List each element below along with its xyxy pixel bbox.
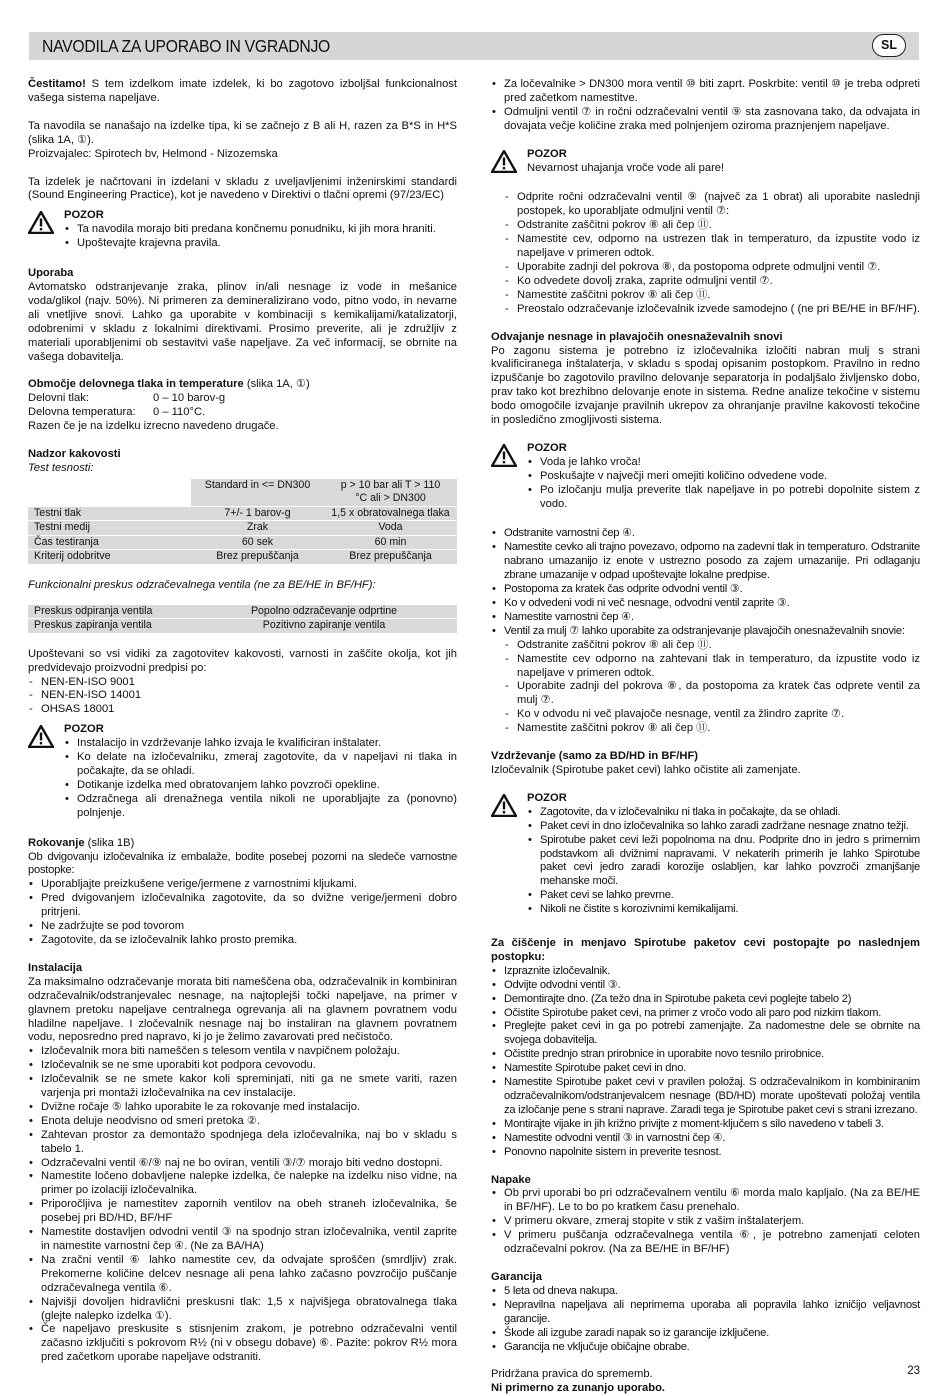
substep-item: - Namestite zaščitni pokrov ⑧ ali čep ⑪. bbox=[504, 722, 920, 736]
maintenance-text: Izločevalnik (Spirotube paket cevi) lahko očistite ali zamenjate. bbox=[491, 763, 801, 776]
warning-title: POZOR bbox=[527, 147, 567, 160]
range-title-ref: (slika 1A, ①) bbox=[243, 378, 310, 391]
table-cell: Testni medij bbox=[28, 521, 191, 536]
table-cell: Pozitivno zapiranje ventila bbox=[191, 619, 457, 634]
table-row bbox=[28, 506, 457, 521]
warning-item: • Po izločanju mulja preverite tlak napeljave in po potrebi dopolnite sistem z vodo. bbox=[527, 484, 920, 512]
cleaning-item: • Montirajte vijake in jih križno privijte z moment-ključem s silo navedeno v tabeli 3. bbox=[491, 1118, 920, 1132]
intro-bold: Čestitamo! bbox=[28, 78, 86, 90]
cleaning-item: • Odvijte odvodni ventil ③. bbox=[491, 979, 920, 993]
handling-list bbox=[28, 878, 457, 948]
dirt-text: Po zagonu sistema je potrebno iz izločevalnika izločiti nabran mulj s strani kvalificiranega inštalaterja, v skladu s spodaj opisanim postopkom. Pravilno in redno izpuščanje bo zagotovilo pravilno delovanje separatorja in podaljšalo življensko dobo, prav tako kot brezhibno delovanje enote in sistema. Redne analize tekočine v sistemu bodo omogočile izvajanje pravilnih ukrepov za ohranjanje pravilne kakovosti tekočine in posledično zmogljivosti sistema. bbox=[491, 344, 920, 427]
step-item: - Odprite ročni odzračevalni ventil ⑨ (največ za 1 obrat) ali uporabite naslednji postopek, ko uporabljate odmuljni ventil ⑦: bbox=[504, 191, 920, 219]
intro-paragraph bbox=[28, 78, 457, 106]
warning-item: • Ko delate na izločevalniku, zmeraj zagotovite, da v napeljavi ni tlaka in počakajte, da se ohladi. bbox=[64, 751, 457, 779]
handling-text: Ob dvigovanju izločevalnika iz embalaže, bodite posebej pozorni na sledeče varnostne postopke: bbox=[28, 850, 457, 877]
table-cell: Kriterij odobritve bbox=[28, 550, 191, 565]
table-header: Standard in <= DN300 bbox=[191, 479, 324, 507]
cleaning-item: • Izpraznite izločevalnik. bbox=[491, 965, 920, 979]
warning-item: • Instalacijo in vzdrževanje lahko izvaja le kvalificiran inštalater. bbox=[64, 737, 457, 751]
installation-item: • Najvišji dovoljen hidravlični preskusni tlak: 1,5 x najvišjega obratovalnega tlaka (glejte nalepko izdelka ①). bbox=[28, 1296, 457, 1324]
standards-text: Upoštevani so vsi vidiki za zagotovitev kakovosti, varnosti in zaščite okolja, kot jih predvidevajo proizvodni predpisi po: bbox=[28, 647, 457, 674]
cleaning-item: • Namestite Spirotube paket cevi in dno. bbox=[491, 1062, 920, 1076]
table-row bbox=[28, 535, 457, 550]
substep-item: - Uporabite zadnji del pokrova ⑧, da postopoma za kratek čas odprete ventil za mulj ⑦. bbox=[504, 680, 920, 708]
table-cell: 7+/- 1 barov-g bbox=[191, 506, 324, 521]
footer-note: Pridržana pravica do sprememb. bbox=[491, 1368, 653, 1381]
table-cell: Preskus odpiranja ventila bbox=[28, 605, 191, 619]
section-title-handling bbox=[28, 837, 457, 851]
warning-title: POZOR bbox=[64, 723, 104, 736]
standards-list bbox=[28, 676, 457, 718]
installation-item: • Enota deluje neodvisno od smeri pretoka ②. bbox=[28, 1115, 457, 1129]
section-title-maintenance: Vzdrževanje (samo za BD/HD in BF/HF) bbox=[491, 750, 699, 763]
section-title-use: Uporaba bbox=[28, 267, 74, 280]
valve-notes-list bbox=[491, 78, 920, 134]
step-item: • Ko v odvedeni vodi ni več nesnage, odvodni ventil zaprite ③. bbox=[491, 597, 920, 611]
table-cell: 60 sek bbox=[191, 535, 324, 550]
list-item: • Za ločevalnike > DN300 mora ventil ⑩ biti zaprt. Poskrbite: ventil ⑩ je treba odpreti pred začetkom namestitve. bbox=[491, 78, 920, 106]
step-item: • Namestite cevko ali trajno povezavo, odporno na zadevni tlak in temperaturo. Odstranite nabrano umazanijo iz enote v ustrezno posodo za zajem umazanije. Pri odlaganju zbrane umazanije v odpad upoštevajte lokalne predpise. bbox=[491, 541, 920, 583]
standard-item: - OHSAS 18001 bbox=[28, 703, 457, 717]
warning-block bbox=[491, 148, 920, 176]
table-cell: Brez prepuščanja bbox=[191, 550, 324, 565]
fault-item: • V primeru okvare, zmeraj stopite v stik z vašim inštalaterjem. bbox=[491, 1215, 920, 1229]
step-item: • Ventil za mulj ⑦ lahko uporabite za odstranjevanje plavajočih onesnaževalnih snovie: bbox=[491, 625, 920, 639]
warning-item: • Poskušajte v največji meri omejiti količino odvedene vode. bbox=[527, 470, 920, 484]
standard-item: - NEN-EN-ISO 9001 bbox=[28, 676, 457, 690]
installation-item: • Zahtevan prostor za demontažo spodnjega dela izločevalnika, naj bo v skladu s tabelo 1. bbox=[28, 1129, 457, 1157]
installation-item: • Namestite dostavljen odvodni ventil ③ na spodnjo stran izločevalnika, ventil zaprite in namestite varnostni čep ④. (Ne za BA/HA) bbox=[28, 1226, 457, 1254]
warning-item: • Zagotovite, da v izločevalniku ni tlaka in počakajte, da se ohladi. bbox=[527, 806, 920, 820]
range-row bbox=[28, 406, 457, 420]
installation-item: • Izločevalnik se ne smete kakor koli spreminjati, niti ga ne smete variti, razen varjenja pri montaži izločevalnika na cev instalacije. bbox=[28, 1073, 457, 1101]
warning-item: • Dotikanje izdelka med obratovanjem lahko povzroči opekline. bbox=[64, 779, 457, 793]
section-title-warranty: Garancija bbox=[491, 1270, 542, 1283]
range-row bbox=[28, 392, 457, 406]
warranty-item: • Nepravilna napeljava ali neprimerna uporaba ali popravila lahko izničijo veljavnost garancije. bbox=[491, 1299, 920, 1327]
installation-item: • Izločevalnik se ne sme uporabiti kot podpora cevovodu. bbox=[28, 1059, 457, 1073]
right-column bbox=[491, 78, 920, 1396]
page-title: NAVODILA ZA UPORABO IN VGRADNJO bbox=[42, 36, 331, 56]
table-cell: Testni tlak bbox=[28, 506, 191, 521]
table-cell: Popolno odzračevanje odprtine bbox=[191, 605, 457, 619]
step-item: - Odstranite zaščitni pokrov ⑧ ali čep ⑪. bbox=[504, 219, 920, 233]
installation-item: • Izločevalnik mora biti nameščen s telesom ventila v navpičnem položaju. bbox=[28, 1045, 457, 1059]
table-cell: 60 min bbox=[324, 535, 457, 550]
warning-icon bbox=[491, 150, 517, 173]
warning-item: • Spirotube paket cevi leži popolnoma na dnu. Podprite dno in jedro s primernim podstavkom ali dvižnimi napravami. V nekaterih primerih je lahko Spirotube paket cevi jedro zaradi korozije oslabljen, kar lahko povzroči zmanjšanje mehanske moči. bbox=[527, 834, 920, 890]
section-title-dirt: Odvajanje nesnage in plavajočih onesnaževalnih snovi bbox=[491, 330, 783, 343]
range-title: Območje delovnega tlaka in temperature bbox=[28, 378, 244, 391]
installation-item: • Na zračni ventil ⑥ lahko namestite cev, da odvajate sproščen (smrdljiv) zrak. Prekomerne količine delcev nesnage ali pena lahko začasno povzročijo puščanje odzračevalnega ventila ⑥. bbox=[28, 1254, 457, 1296]
section-title-faults: Napake bbox=[491, 1173, 531, 1186]
step-item: - Namestite zaščitni pokrov ⑧ ali čep ⑪. bbox=[504, 289, 920, 303]
warning-text: Nevarnost uhajanja vroče vode ali pare! bbox=[527, 161, 725, 174]
qc-subtitle: Test tesnosti: bbox=[28, 461, 94, 474]
intro-manufacturer: Proizvajalec: Spirotech bv, Helmond - Nizozemska bbox=[28, 147, 278, 160]
page-header bbox=[29, 32, 919, 60]
installation-item: • Dvižne ročaje ⑤ lahko uporabite le za rokovanje med instalacijo. bbox=[28, 1101, 457, 1115]
table-row bbox=[28, 550, 457, 565]
warning-item: • Upoštevajte krajevna pravila. bbox=[64, 237, 457, 251]
standard-item: - NEN-EN-ISO 14001 bbox=[28, 689, 457, 703]
warning-icon bbox=[28, 211, 54, 234]
warranty-item: • Škode ali izgube zaradi napak so iz garancije izključene. bbox=[491, 1327, 920, 1341]
table-cell: Zrak bbox=[191, 521, 324, 536]
venting-steps-list bbox=[491, 191, 920, 316]
warning-item: • Ta navodila morajo biti predana končnemu ponudniku, ki jih mora hraniti. bbox=[64, 223, 457, 237]
warning-list bbox=[527, 456, 920, 512]
table-cell: 1,5 x obratovalnega tlaka bbox=[324, 506, 457, 521]
installation-item: • Če napeljavo preskusite s stisnjenim zrakom, je potrebno odzračevalni ventil začasno izključiti s pokrovom R½ (ni v obsegu dobave) ⑥. Pazite: pokrov R½ mora pred začetkom uporabe napeljave odstraniti. bbox=[28, 1323, 457, 1365]
handling-title: Rokovanje bbox=[28, 836, 85, 849]
cleaning-item: • Očistite prednjo stran prirobnice in uporabite novo tesnilo prirobnice. bbox=[491, 1048, 920, 1062]
warning-item: • Voda je lahko vroča! bbox=[527, 456, 920, 470]
step-item: • Odstranite varnostni čep ④. bbox=[491, 527, 920, 541]
fault-item: • V primeru puščanja odzračevalnega ventila ⑥, je potrebno zamenjati celoten odzračevalni pokrov. (Na za BE/HE in BF/HF) bbox=[491, 1229, 920, 1257]
substep-item: - Namestite cev odporno na zahtevani tlak in temperaturo, da izpustite vodo iz napeljave v primeren odtok. bbox=[504, 653, 920, 681]
leak-test-table bbox=[28, 479, 457, 565]
handling-item: • Zagotovite, da se izločevalnik lahko prosto premika. bbox=[28, 934, 457, 948]
table-cell: Čas testiranja bbox=[28, 535, 191, 550]
installation-item: • Priporočljiva je namestitev zapornih ventilov na obeh straneh izločevalnika, še posebej pri BD/HD, BF/HF bbox=[28, 1198, 457, 1226]
warning-block bbox=[491, 442, 920, 512]
installation-text: Za maksimalno odzračevanje morata biti nameščena oba, odzračevalnik in kombiniran odzračevalnik/odstranjevalec nesnage, na najtoplejši točki napeljave, na primer v glavnem pretoku napeljave centralnega ogrevanja ali na glavnem povratnem vodu hladilne napeljave. I zločevalnik nesnage naj bo instaliran na glavnem povratnem vodu, neposredno pred napravo, ki jo je želimo zavarovati pred nečistočo. bbox=[28, 975, 457, 1044]
functional-test-title: Funkcionalni preskus odzračevalnega ventila (ne za BE/HE in BF/HF): bbox=[28, 578, 376, 591]
warning-list bbox=[527, 806, 920, 917]
substep-item: - Odstranite zaščitni pokrov ⑧ ali čep ⑪. bbox=[504, 639, 920, 653]
list-item: • Odmuljni ventil ⑦ in ročni odzračevalni ventil ⑨ sta zasnovana tako, da odvajata in dovajata večje količine zraka med polnjenjem oziroma praznjenjem napeljave. bbox=[491, 106, 920, 134]
installation-list bbox=[28, 1045, 457, 1365]
left-column bbox=[28, 78, 457, 1365]
warning-block bbox=[28, 723, 457, 820]
warning-icon bbox=[491, 444, 517, 467]
warning-item: • Odzračnega ali drenažnega ventila nikoli ne uporabljajte za (ponovno) polnjenje. bbox=[64, 793, 457, 821]
range-note: Razen če je na izdelku izrecno navedeno drugače. bbox=[28, 420, 279, 433]
faults-list bbox=[491, 1187, 920, 1257]
language-badge: SL bbox=[872, 34, 906, 57]
use-text: Avtomatsko odstranjevanje zraka, plinov in/ali nesnage iz vode in mešanice voda/glikol (najv. 50%). Ni primeren za demineralizirano vodo, pitno vodo, in nevarne ali vnetljive snovi. Lahko ga uporabite v kombinaciji s kemikalijami/katalizatorji, odobrenimi v skladu z lokalnimi direktivami. Prosimo preverite, ali je združljiv z materiali uporabljenimi ob sestavitvi vaše napeljave. Za več informacij, se obrnite na vašega dobavitelja. bbox=[28, 280, 457, 363]
installation-item: • Odzračevalni ventil ⑥/⑨ naj ne bo oviran, ventili ③/⑦ morajo biti vedno dostopni. bbox=[28, 1157, 457, 1171]
step-item: - Namestite cev, odporno na ustrezen tlak in temperaturo, da izpustite vodo iz napeljave v primeren odtok. bbox=[504, 233, 920, 261]
table-cell: Voda bbox=[324, 521, 457, 536]
cleaning-item: • Očistite Spirotube paket cevi, na primer z vročo vodo ali paro pod nizkim tlakom. bbox=[491, 1007, 920, 1021]
warning-title: POZOR bbox=[527, 441, 567, 454]
warning-title: POZOR bbox=[64, 209, 104, 222]
warning-icon bbox=[28, 725, 54, 748]
step-item: - Ko odvedete dovolj zraka, zaprite odmuljni ventil ⑦. bbox=[504, 275, 920, 289]
handling-title-ref: (slika 1B) bbox=[84, 836, 135, 849]
warning-icon bbox=[491, 794, 517, 817]
cleaning-item: • Preglejte paket cevi in ga po potrebi zamenjajte. Za nadomestne dele se obrnite na svojega dobavitelja. bbox=[491, 1020, 920, 1048]
warranty-item: • 5 leta od dneva nakupa. bbox=[491, 1285, 920, 1299]
warning-block bbox=[491, 792, 920, 917]
step-item: • Postopoma za kratek čas odprite odvodni ventil ③. bbox=[491, 583, 920, 597]
substep-item: - Ko v odvodu ni več plavajoče nesnage, ventil za žlindro zaprite ⑦. bbox=[504, 708, 920, 722]
table-row bbox=[28, 521, 457, 536]
intro-scope: Ta navodila se nanašajo na izdelke tipa, ki se začnejo z B ali H, razen za B*S in H*S (slika 1A, ①). bbox=[28, 119, 457, 146]
section-title-qc: Nadzor kakovosti bbox=[28, 448, 121, 461]
section-title-installation: Instalacija bbox=[28, 961, 83, 974]
cleaning-item: • Demontirajte dno. (Za težo dna in Spirotube paketa cevi poglejte tabelo 2) bbox=[491, 993, 920, 1007]
installation-item: • Namestite ločeno dobavljene nalepke izdelka, če nalepke na izdelku niso vidne, na primer po izolaciji izločevalnika. bbox=[28, 1170, 457, 1198]
cleaning-item: • Ponovno napolnite sistem in preverite tesnost. bbox=[491, 1146, 920, 1160]
step-item: • Namestite varnostni čep ④. bbox=[491, 611, 920, 625]
table-row bbox=[28, 605, 457, 619]
warning-list bbox=[64, 223, 457, 251]
range-label: Delovni tlak: bbox=[28, 392, 89, 405]
warning-list bbox=[64, 737, 457, 820]
handling-item: • Ne zadržujte se pod tovorom bbox=[28, 920, 457, 934]
cleaning-item: • Namestite Spirotube paket cevi v pravilen položaj. S odzračevalnikom in kombiniranim odzračevalnikom/odstranjevalcem nesnage (BD/HD) morate upoštevati položaj ventila za izločanje pene s strani naprave. Zaradi tega je Spirotube paket cevi s strani izrezano. bbox=[491, 1076, 920, 1118]
step-item: - Uporabite zadnji del pokrova ⑧, da postopoma odprete odmuljni ventil ⑦. bbox=[504, 261, 920, 275]
dirt-steps-list bbox=[491, 527, 920, 638]
step-item: - Preostalo odzračevanje izločevalnik izvede samodejno ( (ne pri BE/HE in BF/HF). bbox=[504, 303, 920, 317]
functional-test-table bbox=[28, 605, 457, 634]
section-title-cleaning: Za čiščenje in menjavo Spirotube paketov cevi postopajte po naslednjem postopku: bbox=[491, 937, 920, 963]
cleaning-list bbox=[491, 965, 920, 1160]
intro-text: S tem izdelkom imate izdelek, ki bo zagotovo izboljšal funkcionalnost vašega sistema napeljave. bbox=[28, 78, 457, 104]
fault-item: • Ob prvi uporabi bo pri odzračevalnem ventilu ⑥ morda malo kapljalo. (Na za BE/HE in BF/HF). Le to bo po kratkem času prenehalo. bbox=[491, 1187, 920, 1215]
warning-title: POZOR bbox=[527, 791, 567, 804]
table-cell: Brez prepuščanja bbox=[324, 550, 457, 565]
warning-item: • Nikoli ne čistite s korozivnimi kemikalijami. bbox=[527, 903, 920, 917]
section-title-range bbox=[28, 378, 457, 392]
range-label: Delovna temperatura: bbox=[28, 406, 136, 419]
table-row bbox=[28, 619, 457, 634]
intro-standards: Ta izdelek je načrtovani in izdelani v skladu z uveljavljenimi inženirskimi standardi (Sound Engineering Practice), kot je navedeno v Direktivi o tlačni opremi (97/23/EC) bbox=[28, 175, 457, 202]
dirt-substeps-list bbox=[491, 639, 920, 736]
warning-item: • Paket cevi in dno izločevalnika so lahko zaradi zadržane nesnage znatno težji. bbox=[527, 820, 920, 834]
table-cell: Preskus zapiranja ventila bbox=[28, 619, 191, 634]
cleaning-item: • Namestite odvodni ventil ③ in varnostni čep ④. bbox=[491, 1132, 920, 1146]
range-rows bbox=[28, 392, 457, 420]
page-number: 23 bbox=[907, 1365, 920, 1377]
range-value: 0 – 10 barov-g bbox=[153, 392, 226, 405]
warranty-list bbox=[491, 1285, 920, 1355]
warning-item: • Paket cevi se lahko prevrne. bbox=[527, 889, 920, 903]
warranty-item: • Garancija ne vključuje običajne obrabe. bbox=[491, 1341, 920, 1355]
handling-item: • Uporabljajte preizkušene verige/jermene z varnostnimi kljukami. bbox=[28, 878, 457, 892]
handling-item: • Pred dvigovanjem izločevalnika zagotovite, da so dvižne verige/jermeni dobro pritrjeni. bbox=[28, 892, 457, 920]
range-value: 0 – 110°C. bbox=[153, 406, 206, 419]
footer-outdoor-note: Ni primerno za zunanjo uporabo. bbox=[491, 1382, 666, 1395]
table-header: p > 10 bar ali T > 110 °C ali > DN300 bbox=[324, 479, 457, 507]
warning-block bbox=[28, 209, 457, 251]
